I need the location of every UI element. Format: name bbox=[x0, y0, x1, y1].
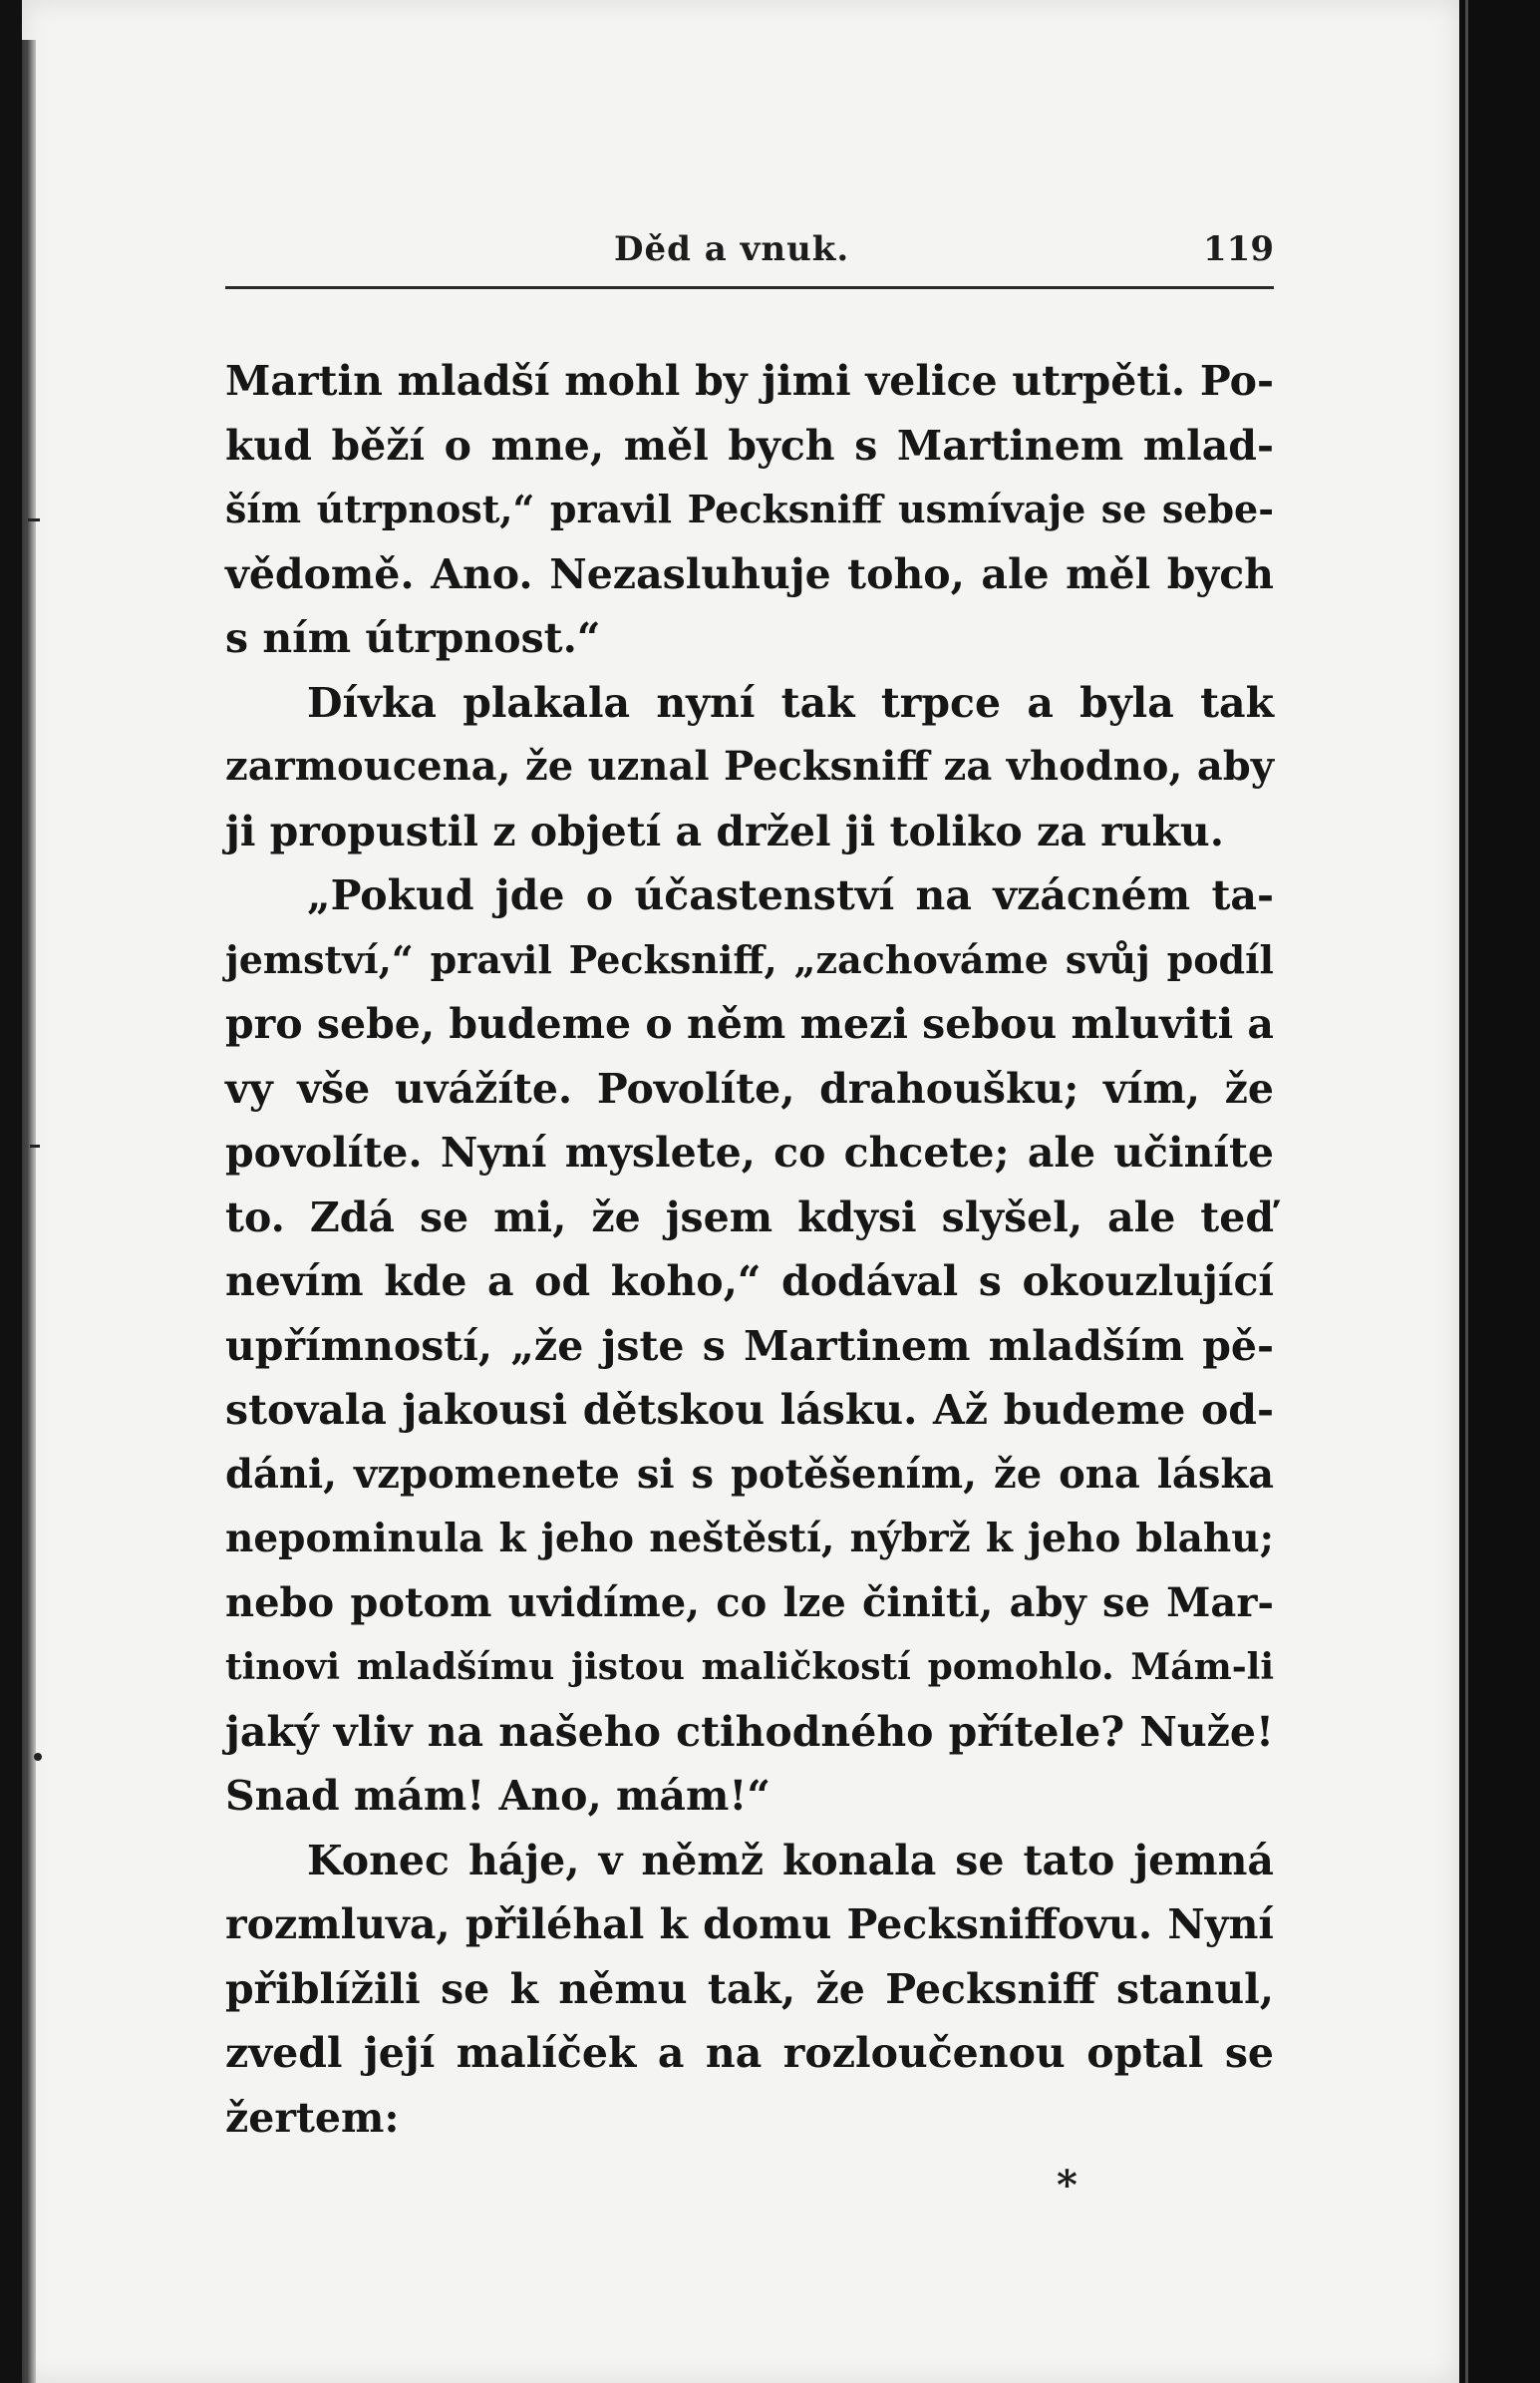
margin-tick-mark bbox=[28, 518, 40, 521]
text-line: kud běží o mne, měl bych s Martinem mlad- bbox=[225, 421, 1274, 470]
running-header bbox=[225, 221, 1274, 281]
text-line: Konec háje, v němž konala se tato jemná bbox=[307, 1836, 1274, 1884]
running-title: Děd a vnuk. bbox=[614, 229, 850, 269]
text-line: Martin mladší mohl by jimi velice utrpěti. Po- bbox=[225, 357, 1274, 405]
text-line: přiblížili se k němu tak, že Pecksniff stanul, bbox=[225, 1964, 1274, 2013]
text-line: zarmoucena, že uznal Pecksniff za vhodno, aby bbox=[225, 743, 1274, 790]
text-line: pro sebe, budeme o něm mezi sebou mluviti a bbox=[225, 1000, 1274, 1048]
text-line: nebo potom uvidíme, co lze činiti, aby se Mar- bbox=[225, 1578, 1274, 1626]
text-line: dáni, vzpomenete si s potěšením, že ona láska bbox=[225, 1450, 1274, 1498]
text-line: jemství,“ pravil Pecksniff, „zachováme svůj podíl bbox=[225, 936, 1274, 982]
text-line: „Pokud jde o účastenství na vzácném ta- bbox=[307, 871, 1274, 919]
text-line: vědomě. Ano. Nezasluhuje toho, ale měl bych bbox=[225, 549, 1274, 598]
margin-tick-mark bbox=[34, 1753, 42, 1761]
text-line: to. Zdá se mi, že jsem kdysi slyšel, ale teď bbox=[225, 1192, 1274, 1241]
scan-background-strip bbox=[1459, 0, 1540, 2383]
text-line: Dívka plakala nyní tak trpce a byla tak bbox=[307, 678, 1274, 727]
page-edge-line bbox=[1465, 0, 1468, 2383]
text-line: ji propustil z objetí a držel ji toliko za ruku. bbox=[225, 807, 1224, 855]
page-number: 119 bbox=[1203, 229, 1274, 269]
margin-tick-mark bbox=[30, 1145, 40, 1148]
text-line: tinovi mladšímu jistou maličkostí pomohlo. Mám-li bbox=[225, 1646, 1274, 1688]
section-asterisk: * bbox=[1057, 2162, 1078, 2209]
text-line: vy vše uvážíte. Povolíte, drahoušku; vím, že bbox=[225, 1064, 1274, 1113]
text-line: žertem: bbox=[225, 2093, 400, 2142]
header-rule bbox=[225, 286, 1274, 289]
text-line: jaký vliv na našeho ctihodného přítele? Nuže! bbox=[225, 1707, 1274, 1756]
text-line: upřímností, „že jste s Martinem mladším pě- bbox=[225, 1321, 1274, 1370]
text-line: zvedl její malíček a na rozloučenou optal se bbox=[225, 2029, 1274, 2077]
text-line: ším útrpnost,“ pravil Pecksniff usmívaje se sebe- bbox=[225, 487, 1274, 531]
text-line: rozmluva, přiléhal k domu Pecksniffovu. Nyní bbox=[225, 1900, 1274, 1948]
text-line: s ním útrpnost.“ bbox=[225, 614, 601, 662]
body-text bbox=[225, 349, 1274, 2150]
text-line: nevím kde a od koho,“ dodával s okouzlující bbox=[225, 1257, 1274, 1305]
text-line: povolíte. Nyní myslete, co chcete; ale učiníte bbox=[225, 1129, 1274, 1177]
text-line: stovala jakousi dětskou lásku. Až budeme od- bbox=[225, 1386, 1274, 1434]
text-line: nepominula k jeho neštěstí, nýbrž k jeho blahu; bbox=[225, 1516, 1274, 1561]
text-line: Snad mám! Ano, mám!“ bbox=[225, 1772, 770, 1820]
page-binding-edge bbox=[22, 40, 36, 2383]
